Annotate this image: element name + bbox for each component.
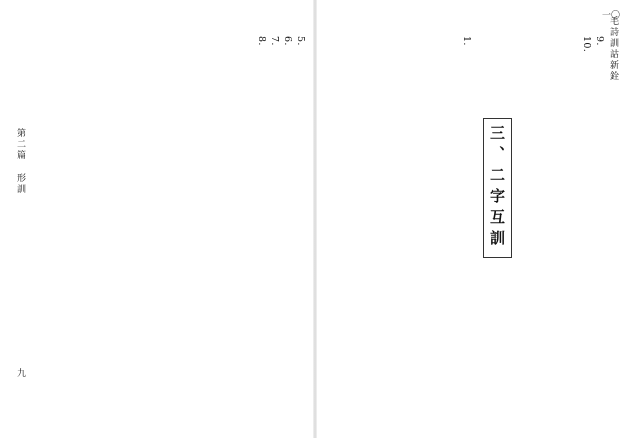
entry-label: 1.	[461, 36, 472, 46]
left-line	[268, 36, 281, 412]
right-running-title: 毛詩訓詁新銓	[608, 16, 618, 82]
right-line	[593, 36, 606, 412]
entry-label: 7.	[269, 36, 280, 46]
right-body-text-b	[323, 36, 473, 412]
entry-label: 5.	[295, 36, 306, 46]
right-page	[315, 0, 630, 438]
section-heading: 三、二字互訓	[483, 118, 512, 258]
left-line	[255, 36, 268, 412]
entry-label: 6.	[282, 36, 293, 46]
left-running-title: 第二篇 形訓	[15, 128, 25, 195]
right-line	[580, 36, 593, 412]
entry-label: 9.	[594, 36, 605, 46]
entry-label: 10.	[581, 36, 592, 53]
entry-label: 8.	[256, 36, 267, 46]
left-line	[294, 36, 307, 412]
right-page-number: 一〇	[601, 11, 620, 21]
left-page-number: 九	[15, 368, 25, 377]
right-line	[460, 36, 473, 412]
left-body-text	[35, 36, 307, 412]
left-line	[281, 36, 294, 412]
